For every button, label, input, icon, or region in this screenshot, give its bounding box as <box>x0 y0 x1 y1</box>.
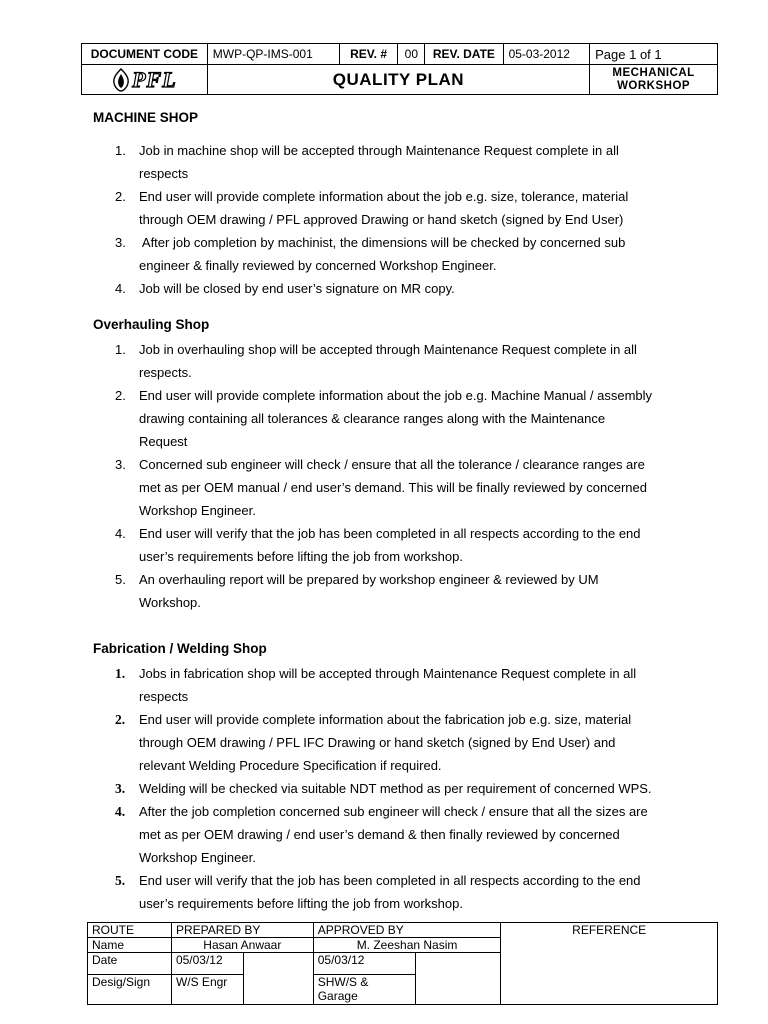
section-overhauling-shop <box>93 315 713 614</box>
list-item: 2. End user will provide complete information about the job e.g. Machine Manual / assembly drawing containing all tolerances & clearance ranges along with the Maintenance Request <box>115 388 653 449</box>
name-label: Name <box>88 938 172 953</box>
item-list <box>93 662 713 915</box>
document-body <box>93 108 713 915</box>
approved-designation <box>313 975 415 1005</box>
logo-text: PFL <box>132 66 177 92</box>
list-item: 5. End user will verify that the job has been completed in all respects according to the end user’s requirements before lifting the job from workshop. <box>115 873 641 911</box>
prepared-by-label: PREPARED BY <box>171 923 313 938</box>
approved-designation-line-2: Garage <box>317 989 358 1003</box>
department-line-1: MECHANICAL <box>612 66 695 79</box>
list-item: 4. After the job completion concerned sub engineer will check / ensure that all the sizes are met as per OEM drawing / end user’s demand & then finally reviewed by concerned Workshop Engineer. <box>115 804 648 865</box>
approval-table <box>87 922 718 1005</box>
date-label: Date <box>88 953 172 975</box>
rev-date-label: REV. DATE <box>425 44 503 65</box>
section-title: Overhauling Shop <box>93 317 210 332</box>
list-item: 3. Concerned sub engineer will check / ensure that all the tolerance / clearance ranges are met as per OEM manual / end user’s demand. This will be finally reviewed by concerned Workshop Engineer. <box>115 457 647 518</box>
prepared-sign-cell <box>243 953 313 1005</box>
section-fabrication-welding-shop <box>93 639 713 915</box>
section-title: Fabrication / Welding Shop <box>93 641 267 656</box>
document-header <box>81 43 718 95</box>
rev-date-value: 05-03-2012 <box>503 44 590 65</box>
section-title: MACHINE SHOP <box>93 110 199 125</box>
list-item: 1. Job in machine shop will be accepted through Maintenance Request complete in all respects <box>115 143 619 181</box>
prepared-designation: W/S Engr <box>171 975 243 1005</box>
page-number: Page 1 of 1 <box>590 44 718 65</box>
approved-by-label: APPROVED BY <box>313 923 501 938</box>
department-line-2: WORKSHOP <box>617 79 691 92</box>
reference-label: REFERENCE <box>501 923 718 1005</box>
list-item: 2. End user will provide complete information about the fabrication job e.g. size, material through OEM drawing / PFL IFC Drawing or hand sketch (signed by End User) and relevant Welding Procedure Specification if required. <box>115 712 632 773</box>
list-item: 4. End user will verify that the job has been completed in all respects according to the end user’s requirements before lifting the job from workshop. <box>115 526 641 564</box>
item-list <box>93 139 713 300</box>
approved-designation-line-1: SHW/S & <box>317 975 369 989</box>
prepared-date: 05/03/12 <box>171 953 243 975</box>
list-item: 3. Welding will be checked via suitable NDT method as per requirement of concerned WPS. <box>115 781 652 796</box>
item-list <box>93 338 713 614</box>
section-machine-shop <box>93 108 713 300</box>
list-item: 5. An overhauling report will be prepared by workshop engineer & reviewed by UM Workshop. <box>115 572 599 610</box>
logo-cell <box>82 65 208 95</box>
flame-icon <box>112 68 130 92</box>
route-label: ROUTE <box>88 923 172 938</box>
list-item: 2. End user will provide complete information about the job e.g. size, tolerance, material through OEM drawing / PFL approved Drawing or hand sketch (signed by End User) <box>115 189 629 227</box>
rev-value: 00 <box>398 44 425 65</box>
list-item: 3. After job completion by machinist, the dimensions will be checked by concerned sub engineer & finally reviewed by concerned Workshop Engineer. <box>115 235 626 273</box>
approved-name: M. Zeeshan Nasim <box>313 938 501 953</box>
department-cell <box>590 65 718 95</box>
approved-sign-cell <box>415 953 501 1005</box>
prepared-name: Hasan Anwaar <box>171 938 313 953</box>
list-item: 1. Jobs in fabrication shop will be accepted through Maintenance Request complete in all respects <box>115 666 637 704</box>
doc-code-value: MWP-QP-IMS-001 <box>207 44 339 65</box>
desig-sign-label: Desig/Sign <box>88 975 172 1005</box>
doc-code-label: DOCUMENT CODE <box>82 44 208 65</box>
rev-label: REV. # <box>339 44 398 65</box>
approved-date: 05/03/12 <box>313 953 415 975</box>
list-item: 1. Job in overhauling shop will be accepted through Maintenance Request complete in all respects. <box>115 342 637 380</box>
document-title: QUALITY PLAN <box>207 65 589 95</box>
list-item: 4. Job will be closed by end user’s signature on MR copy. <box>115 281 455 296</box>
company-logo <box>87 67 202 93</box>
